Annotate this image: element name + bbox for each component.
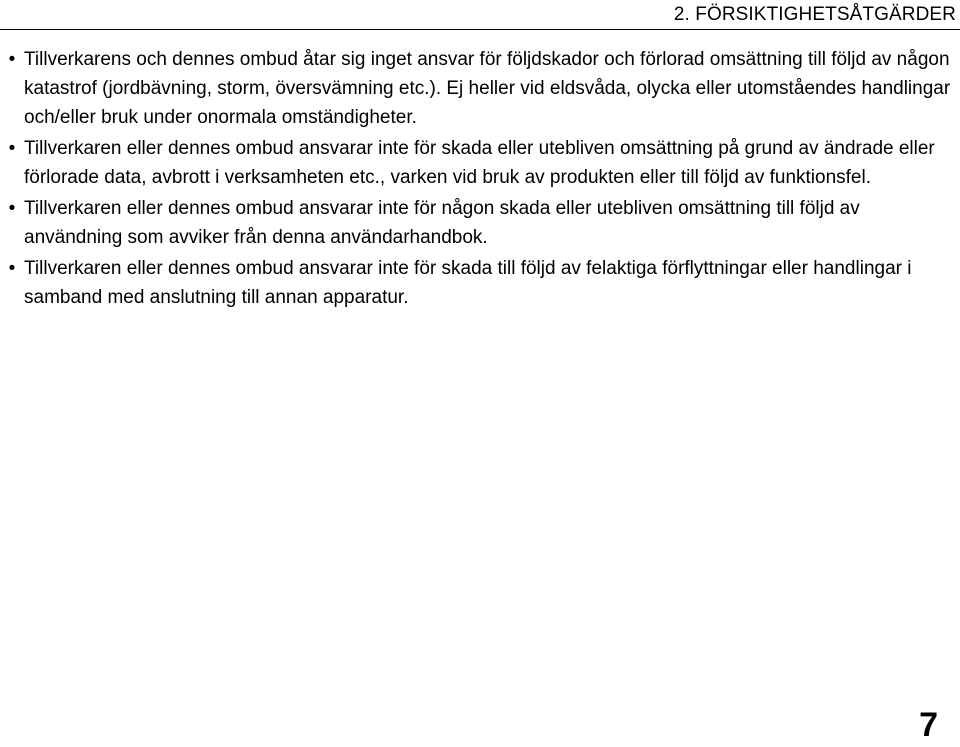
bullet-icon: • [8, 138, 16, 159]
warning-text: Tillverkaren eller dennes ombud ansvarar inte för skada eller utebliven omsättning på grund av ändrade eller förlorade data, avbrott i verksamheten etc., varken vid bruk av produkten eller till följd av funktionsfel. [24, 138, 935, 188]
bullet-icon: • [8, 198, 16, 219]
warning-item [0, 134, 960, 192]
bullet-icon: • [8, 49, 16, 70]
warning-item [0, 45, 960, 132]
warning-item [0, 194, 960, 252]
warning-text: Tillverkaren eller dennes ombud ansvarar inte för skada till följd av felaktiga förflyttningar eller handlingar i samband med anslutning till annan apparatur. [24, 258, 912, 308]
warning-text: Tillverkarens och dennes ombud åtar sig inget ansvar för följdskador och förlorad omsättning till följd av någon katastrof (jordbävning, storm, översvämning etc.). Ej heller vid eldsvåda, olycka eller utomståendes handlingar och/eller bruk under onormala omständigheter. [24, 49, 951, 128]
warning-text: Tillverkaren eller dennes ombud ansvarar inte för någon skada eller utebliven omsättning till följd av användning som avviker från denna användarhandbok. [24, 198, 860, 248]
section-title: 2. FÖRSIKTIGHETSÅTGÄRDER [673, 4, 956, 25]
warning-item [0, 254, 960, 312]
header-divider [0, 29, 960, 30]
bullet-icon: • [8, 258, 16, 279]
page-number: 7 [919, 706, 938, 744]
warning-list [0, 45, 960, 314]
